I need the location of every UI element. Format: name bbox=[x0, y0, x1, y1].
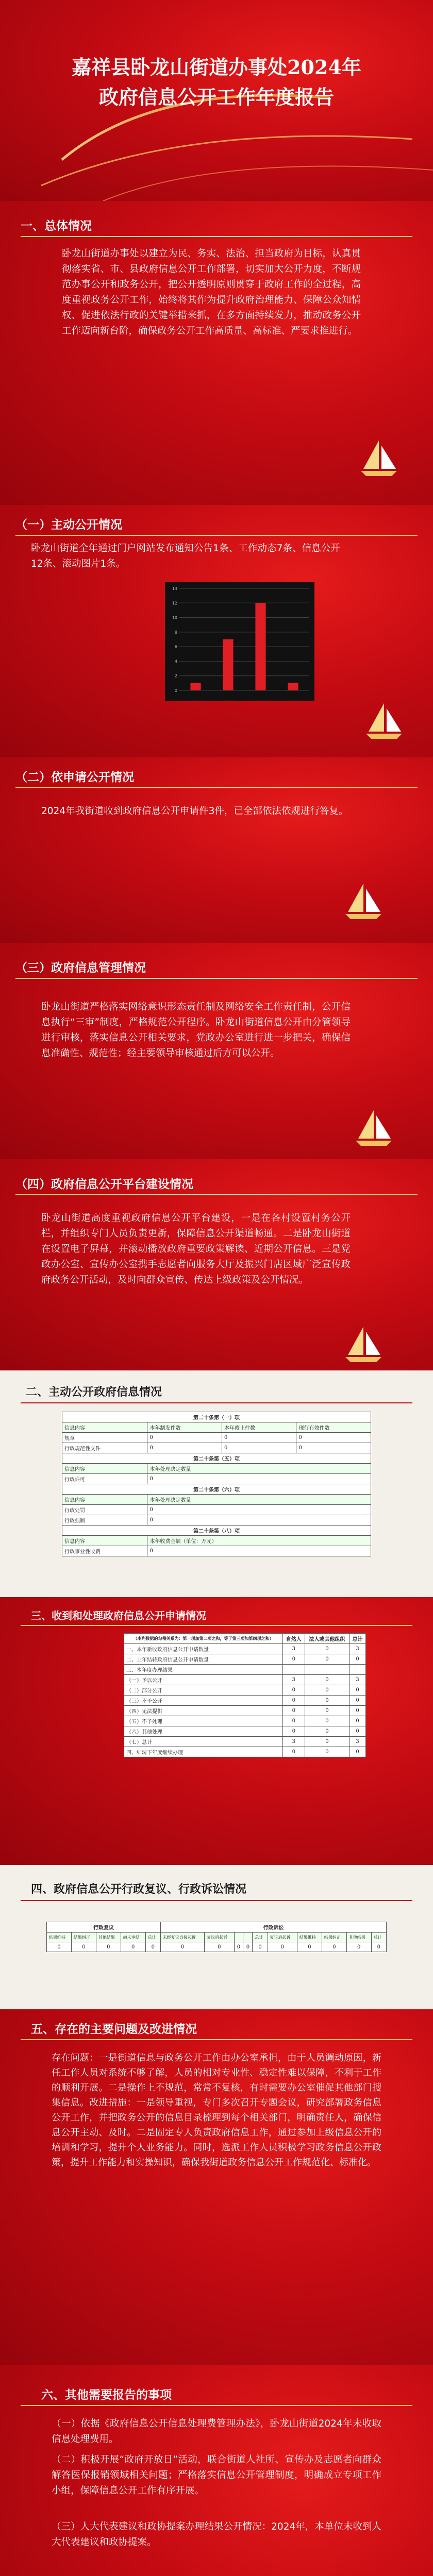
table-header-cell: 行政诉讼 bbox=[160, 1922, 386, 1933]
table-cell: 0 bbox=[282, 1706, 305, 1716]
table-cell: 二、上年结转政府信息公开申请数量 bbox=[124, 1654, 283, 1665]
part-title: 第二十条第（六）项 bbox=[62, 1484, 371, 1495]
application-disclosure-text: 2024年我街道收到政府信息公开申请件3件，已全部依法依规进行答复。 bbox=[41, 806, 348, 817]
table-cell: 0 bbox=[147, 1443, 222, 1453]
divider bbox=[21, 1625, 412, 1626]
table-cell: 0 bbox=[349, 1716, 366, 1726]
table-cell: 3 bbox=[349, 1644, 366, 1654]
active-disclosure-text: 卧龙山街道全年通过门户网站发布通知公告1条、工作动态7条、信息公开12条、滚动图片1条。 bbox=[31, 543, 340, 569]
table-cell: 0 bbox=[349, 1726, 366, 1737]
table-header-cell: 总计 bbox=[253, 1933, 268, 1942]
table-row bbox=[47, 1942, 387, 1952]
section-heading: 四、政府信息公开行政复议、行政诉讼情况 bbox=[31, 1883, 247, 1896]
table-cell: 3 bbox=[282, 1737, 305, 1747]
section-active-table bbox=[0, 1370, 433, 1597]
table-header-cell: 总计 bbox=[145, 1933, 160, 1942]
table-cell: 0 bbox=[253, 1942, 268, 1952]
table-row bbox=[124, 1675, 366, 1685]
table-row bbox=[124, 1737, 366, 1747]
table-header-cell: 结果纠正 bbox=[322, 1933, 346, 1942]
section-heading: （二）依申请公开情况 bbox=[15, 771, 134, 784]
table-cell: 0 bbox=[282, 1696, 305, 1706]
y-tick-label: 4 bbox=[174, 659, 177, 664]
table-header-cell: 法人或其他组织 bbox=[305, 1634, 349, 1644]
y-tick-label: 8 bbox=[174, 630, 177, 635]
table-cell: 0 bbox=[305, 1675, 349, 1685]
table-cell: 0 bbox=[349, 1706, 366, 1716]
table-cell: 0 bbox=[305, 1654, 349, 1665]
table-cell: 0 bbox=[282, 1716, 305, 1726]
other-item-2: （二）积极开展“政府开放日”活动，联合街道人社所、宣传办及志愿者向群众解答医保报销领域相关问题；严格落实信息公开管理制度，明确成立专项工作小组，保障信息公开工作有序开展。 bbox=[52, 2454, 381, 2496]
table-cell: 0 bbox=[305, 1726, 349, 1737]
table-cell: 3 bbox=[349, 1737, 366, 1747]
table-cell: 规章 bbox=[62, 1433, 147, 1443]
table-header-cell: 未经复议直接起诉 bbox=[160, 1933, 204, 1942]
table-cell: 0 bbox=[322, 1942, 346, 1952]
table-header-cell: 结果纠正 bbox=[71, 1933, 96, 1942]
table-cell: 四、结转下年度继续办理 bbox=[124, 1747, 283, 1757]
table-cell: 0 bbox=[268, 1942, 297, 1952]
table-header-cell: 现行有效件数 bbox=[296, 1422, 371, 1433]
table-cell: 0 bbox=[305, 1644, 349, 1654]
section-review-table bbox=[0, 1865, 433, 2009]
table-cell: 0 bbox=[296, 1433, 371, 1443]
table-header-cell: 本年制发件数 bbox=[147, 1422, 222, 1433]
table-row bbox=[62, 1433, 371, 1443]
part-title: 第二十条第（八）项 bbox=[62, 1526, 371, 1536]
y-tick-label: 12 bbox=[172, 601, 177, 606]
sailboat-icon bbox=[340, 881, 387, 922]
table-cell: （六）其他处理 bbox=[124, 1726, 283, 1737]
table-cell: 0 bbox=[147, 1433, 222, 1443]
bar-3 bbox=[288, 683, 298, 690]
table-cell: 0 bbox=[305, 1737, 349, 1747]
application-table bbox=[124, 1633, 366, 1757]
divider bbox=[21, 236, 412, 237]
table-cell: 行政规范性文件 bbox=[62, 1443, 147, 1453]
platform-construction-text: 卧龙山街道高度重视政府信息公开平台建设，一是在各村设置村务公开栏，并组织专门人员负责更新，保障信息公开渠道畅通。二是卧龙山街道在设置电子屏幕，并滚动播放政府重要政策解读、近期公开信息。三是党政办公室、宣传办公室携手志愿者向服务大厅及振兴门店区域广泛宣传政府政务公开活动，及时向群众宣传、传达上级政策及公开情况。 bbox=[41, 1213, 351, 1285]
y-tick-label: 2 bbox=[174, 673, 177, 679]
table-header-cell: 总计 bbox=[371, 1933, 386, 1942]
table-cell: 0 bbox=[145, 1942, 160, 1952]
table-cell: （三）不予公开 bbox=[124, 1696, 283, 1706]
table-cell: 0 bbox=[147, 1515, 371, 1526]
table-row bbox=[124, 1716, 366, 1726]
table-cell: （四）无法提供 bbox=[124, 1706, 283, 1716]
table-header-cell: 结果维持 bbox=[297, 1933, 322, 1942]
table-cell: 0 bbox=[243, 1942, 253, 1952]
table-cell: （二）部分公开 bbox=[124, 1685, 283, 1696]
table-header-cell: 信息内容 bbox=[62, 1495, 147, 1505]
table-cell: 0 bbox=[346, 1942, 371, 1952]
section-platform-construction bbox=[0, 1159, 433, 1370]
table-cell: 行政事业性收费 bbox=[62, 1546, 147, 1556]
table-row bbox=[124, 1685, 366, 1696]
table-header-cell: 复议后起诉 bbox=[205, 1933, 234, 1942]
table-cell: 0 bbox=[305, 1685, 349, 1696]
table-header-cell: 信息内容 bbox=[62, 1464, 147, 1474]
report-title-line2: 政府信息公开工作年度报告 bbox=[98, 86, 334, 109]
table-header-cell bbox=[243, 1933, 253, 1942]
table-row bbox=[62, 1474, 371, 1484]
chart-background bbox=[165, 582, 314, 701]
section-heading: （三）政府信息管理情况 bbox=[15, 961, 146, 975]
sailboat-icon bbox=[340, 1324, 387, 1365]
divider bbox=[21, 1402, 412, 1403]
table-header-cell: 尚未审结 bbox=[121, 1933, 145, 1942]
table-row bbox=[62, 1515, 371, 1526]
table-cell: 0 bbox=[147, 1474, 371, 1484]
table-cell: （七）总计 bbox=[124, 1737, 283, 1747]
table-cell: 0 bbox=[121, 1942, 145, 1952]
section-active-disclosure bbox=[0, 505, 433, 757]
table-cell: 0 bbox=[282, 1685, 305, 1696]
section-info-management bbox=[0, 943, 433, 1159]
bar-1 bbox=[223, 639, 233, 690]
table-cell: 0 bbox=[222, 1433, 296, 1443]
table-header-cell: （本列数据的勾稽关系为：第一项加第二项之和，等于第三项加第四项之和） bbox=[124, 1634, 283, 1644]
part-title: 第二十条第（五）项 bbox=[62, 1453, 371, 1464]
table-cell: 0 bbox=[371, 1942, 386, 1952]
table-cell: 0 bbox=[282, 1726, 305, 1737]
section-overview bbox=[0, 201, 433, 505]
table-cell bbox=[349, 1665, 366, 1675]
section-problems bbox=[0, 2009, 433, 2365]
problems-text: 存在问题：一是街道信息与政务公开工作由办公室承担，由于人员调动原因，新任工作人员对系统不够了解，人员的相对专业性、稳定性难以保障，不利于工作的顺利开展。二是操作上不规范，常常不复核，有时需要办公室催促其他部门搜集信息。改进措施：一是领导重视，专门多次召开专题会议，研究部署政务信息公开工作，并把政务公开的信息目录梳理到每个相关部门，明确责任人，确保信息公开主动、及时。二是固定专人负责政府信息工作，通过参加上级信息公开的培训和学习，提升个人业务能力。同时，选派工作人员积极学习政务信息公开政策，提升工作能力和实操知识，确保我街道政务信息公开工作规范化、标准化。 bbox=[52, 2053, 381, 2168]
table-cell: 0 bbox=[47, 1942, 72, 1952]
table-cell: 0 bbox=[305, 1696, 349, 1706]
table-header-cell: 本年处理决定数量 bbox=[147, 1495, 371, 1505]
table-cell: 0 bbox=[305, 1747, 349, 1757]
table-header-cell: 其他结果 bbox=[346, 1933, 371, 1942]
table-header-cell: 自然人 bbox=[282, 1634, 305, 1644]
table-cell: 0 bbox=[234, 1942, 243, 1952]
divider bbox=[15, 1194, 418, 1195]
section-application-table bbox=[0, 1597, 433, 1865]
table-cell: 0 bbox=[349, 1685, 366, 1696]
table-row bbox=[62, 1505, 371, 1515]
table-cell: 0 bbox=[147, 1546, 371, 1556]
table-header-cell: 信息内容 bbox=[62, 1422, 147, 1433]
table-cell: 0 bbox=[297, 1942, 322, 1952]
bar-0 bbox=[190, 683, 201, 690]
table-header-cell: 本年收费金额（单位：万元） bbox=[147, 1536, 371, 1546]
section-heading: 二、主动公开政府信息情况 bbox=[26, 1386, 162, 1399]
active-disclosure-table bbox=[62, 1412, 371, 1556]
divider bbox=[21, 2039, 412, 2040]
section-heading: （四）政府信息公开平台建设情况 bbox=[15, 1178, 193, 1191]
table-header-cell: 结果维持 bbox=[47, 1933, 72, 1942]
table-cell: 3 bbox=[349, 1675, 366, 1685]
table-header-cell bbox=[234, 1933, 243, 1942]
table-cell: 0 bbox=[305, 1716, 349, 1726]
section-heading: （一）主动公开情况 bbox=[15, 518, 122, 532]
bar-2 bbox=[255, 603, 265, 690]
table-row bbox=[62, 1443, 371, 1453]
table-header-cell: 其他结果 bbox=[96, 1933, 121, 1942]
section-other-matters bbox=[0, 2365, 433, 2576]
sailboat-icon bbox=[361, 701, 407, 742]
publication-bar-chart bbox=[165, 582, 314, 701]
table-row bbox=[124, 1706, 366, 1716]
table-header-cell: 本年废止件数 bbox=[222, 1422, 296, 1433]
table-row bbox=[124, 1747, 366, 1757]
table-cell: 行政许可 bbox=[62, 1474, 147, 1484]
section-application-disclosure bbox=[0, 757, 433, 943]
other-item-3: （三）人大代表建议和政协提案办理结果公开情况：2024年，本单位未收到人大代表建议和政协提案。 bbox=[52, 2521, 381, 2548]
part-title: 第二十条第（一）项 bbox=[62, 1412, 371, 1422]
table-cell: 行政处罚 bbox=[62, 1505, 147, 1515]
table-cell: 0 bbox=[296, 1443, 371, 1453]
table-cell: 0 bbox=[349, 1747, 366, 1757]
table-cell: （一）予以公开 bbox=[124, 1675, 283, 1685]
sailboat-icon bbox=[356, 438, 402, 479]
table-cell: 0 bbox=[205, 1942, 234, 1952]
divider bbox=[15, 535, 418, 536]
y-tick-label: 6 bbox=[174, 645, 177, 650]
sailboat-icon bbox=[351, 1108, 397, 1149]
table-cell: 0 bbox=[282, 1747, 305, 1757]
table-cell: 三、本年度办理结果 bbox=[124, 1665, 283, 1675]
report-header bbox=[0, 0, 433, 201]
table-row bbox=[124, 1654, 366, 1665]
section-heading: 六、其他需要报告的事项 bbox=[41, 2388, 172, 2402]
table-row bbox=[124, 1726, 366, 1737]
info-management-text: 卧龙山街道严格落实网络意识形态责任制及网络安全工作责任制，公开信息执行“三审”制度，严格规范公开程序。卧龙山街道信息公开由分管领导进行审核，落实信息公开相关要求，党政办公室进行进一步把关，确保信息准确性、规范性；经主要领导审核通过后方可以公开。 bbox=[41, 1002, 351, 1059]
table-header-cell: 本年处理决定数量 bbox=[147, 1464, 371, 1474]
review-litigation-table bbox=[46, 1922, 387, 1952]
table-cell: 0 bbox=[71, 1942, 96, 1952]
divider bbox=[21, 1900, 412, 1901]
table-cell: 0 bbox=[96, 1942, 121, 1952]
table-row bbox=[62, 1546, 371, 1556]
table-cell bbox=[305, 1665, 349, 1675]
table-cell: 0 bbox=[160, 1942, 204, 1952]
divider bbox=[15, 978, 418, 979]
table-cell: 0 bbox=[349, 1696, 366, 1706]
table-row bbox=[124, 1665, 366, 1675]
section-heading: 五、存在的主要问题及改进情况 bbox=[31, 2023, 197, 2036]
table-cell: 0 bbox=[282, 1654, 305, 1665]
divider bbox=[21, 2405, 412, 2406]
table-row bbox=[124, 1696, 366, 1706]
table-cell: 3 bbox=[282, 1675, 305, 1685]
overview-text: 卧龙山街道办事处以建立为民、务实、法治、担当政府为目标，认真贯彻落实省、市、县政府信息公开工作部署，切实加大公开力度，不断规范办事公开和政务公开，把公开透明原则贯穿于政府工作的全过程，高度重视政务公开工作，始终将其作为提升政府治理能力、保障公众知情权、促进依法行政的关键举措来抓，在多方面持续发力，推动政务公开工作迈向新台阶，确保政务公开工作高质量、高标准、严要求推进行。 bbox=[62, 248, 361, 336]
table-cell: 3 bbox=[282, 1644, 305, 1654]
table-cell: 一、本年新收政府信息公开申请数量 bbox=[124, 1644, 283, 1654]
table-header-cell: 复议后起诉 bbox=[268, 1933, 297, 1942]
table-cell: 0 bbox=[147, 1505, 371, 1515]
table-header-cell: 行政复议 bbox=[47, 1922, 161, 1933]
table-cell: 0 bbox=[222, 1443, 296, 1453]
table-header-cell: 信息内容 bbox=[62, 1536, 147, 1546]
y-tick-label: 14 bbox=[172, 586, 177, 591]
y-tick-label: 10 bbox=[172, 615, 177, 620]
table-cell: 行政强制 bbox=[62, 1515, 147, 1526]
section-heading: 三、收到和处理政府信息公开申请情况 bbox=[31, 1609, 206, 1622]
y-tick-label: 0 bbox=[174, 688, 177, 693]
table-cell: 0 bbox=[305, 1706, 349, 1716]
other-item-1: （一）依据《政府信息公开信息处理费管理办法》，卧龙山街道2024年未收取信息处理费用。 bbox=[52, 2418, 381, 2445]
divider bbox=[15, 787, 418, 788]
table-cell bbox=[282, 1665, 305, 1675]
table-cell: 0 bbox=[349, 1654, 366, 1665]
report-title-line1: 嘉祥县卧龙山街道办事处2024年 bbox=[72, 56, 361, 79]
section-heading: 一、总体情况 bbox=[21, 219, 92, 233]
table-cell: （五）不予处理 bbox=[124, 1716, 283, 1726]
table-row bbox=[124, 1644, 366, 1654]
table-header-cell: 总计 bbox=[349, 1634, 366, 1644]
